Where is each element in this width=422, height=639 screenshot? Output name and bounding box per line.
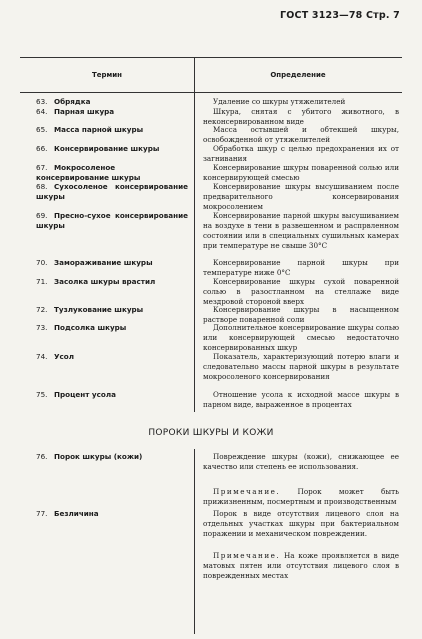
definitions-column-header: Определение: [270, 71, 326, 79]
definition-65: Масса остывшей и обтекшей шкуры, освобожденной от утяжелителей: [203, 125, 399, 144]
term-65: 65. Масса парной шкуры: [36, 125, 144, 134]
term-70: 70. Замораживание шкуры: [36, 258, 153, 267]
definition-71: Консервирование шкуры сухой поваренной солью в разостланном на стеллаже виде мездровой стороной вверх: [203, 277, 399, 306]
note-label: Примечание.: [213, 487, 281, 496]
page-header: ГОСТ 3123—78 Стр. 7: [280, 10, 400, 21]
definition-73: Дополнительное консервирование шкуры солью или консервирующей смесью недостаточно консервированных шкур: [203, 323, 399, 352]
term-73: 73. Подсолка шкуры: [36, 323, 127, 332]
note-text: На коже проявляется в виде матовых пятен или отсутствия лицевого слоя в поврежденных местах: [203, 551, 399, 580]
term-75: 75. Процент усола: [36, 390, 116, 399]
term-63: 63. Обрядка: [36, 97, 91, 106]
definition-66: Обработка шкур с целью предохранения их от загнивания: [203, 144, 399, 163]
definition-77: Порок в виде отсутствия лицевого слоя на отдельных участках шкуры при бактериальном поражении и механическом повреждении.: [203, 509, 399, 538]
term-76: 76. Порок шкуры (кожи): [36, 452, 143, 461]
definition-68: Консервирование шкуры высушиванием после предварительного консервирования мокросолением: [203, 182, 399, 211]
definition-69: Консервирование парной шкуры высушиванием на воздухе в тени в развешенном и распрвленном состоянии или в специальных сушильных камерах при температуре не свыше 30°С: [203, 211, 399, 250]
note-label: Примечание.: [213, 551, 281, 560]
section-title: ПОРОКИ ШКУРЫ И КОЖИ: [148, 428, 274, 438]
terms-column-header: Термин: [20, 58, 195, 92]
definition-75: Отношение усола к исходной массе шкуры в парном виде, выраженное в процентах: [203, 390, 399, 409]
term-72: 72. Тузлукование шкуры: [36, 305, 144, 314]
note-76: [203, 487, 399, 507]
definition-74: Показатель, характеризующий потерю влаги и следовательно массы парной шкуры в результате мокросоленого консервирования: [203, 352, 399, 381]
definition-64: Шкура, снятая с убитого животного, в неконсервированном виде: [203, 107, 399, 126]
definition-72: Консервирование шкуры в насыщенном растворе поваренной соли: [203, 305, 399, 324]
definition-70: Консервирование парной шкуры при температуре ниже 0°С: [203, 258, 399, 277]
definition-67: Консервирование шкуры поваренной солью или консервирующей смесью: [203, 163, 399, 182]
column-divider: [194, 449, 195, 634]
note-text: Порок может быть прижизненным, посмертным и производственным: [203, 487, 399, 506]
term-64: 64. Парная шкура: [36, 107, 115, 116]
term-74: 74. Усол: [36, 352, 75, 361]
term-68: 68. Сухосоленое консервирование шкуры: [36, 182, 188, 201]
term-71: 71. Засолка шкуры врастил: [36, 277, 156, 286]
term-66: 66. Консервирование шкуры: [36, 144, 160, 153]
definition-63: Удаление со шкуры утяжелителей: [213, 97, 346, 106]
table-header: [20, 57, 402, 93]
term-69: 69. Пресно-сухое консервирование шкуры: [36, 211, 188, 230]
note-77: [203, 551, 399, 581]
term-67: 67. Мокросоленое консервирование шкуры: [36, 163, 141, 182]
definition-76: Повреждение шкуры (кожи), снижающее ее качество или степень ее использования.: [203, 452, 399, 471]
term-77: 77. Безличина: [36, 509, 99, 518]
column-divider: [194, 91, 195, 412]
